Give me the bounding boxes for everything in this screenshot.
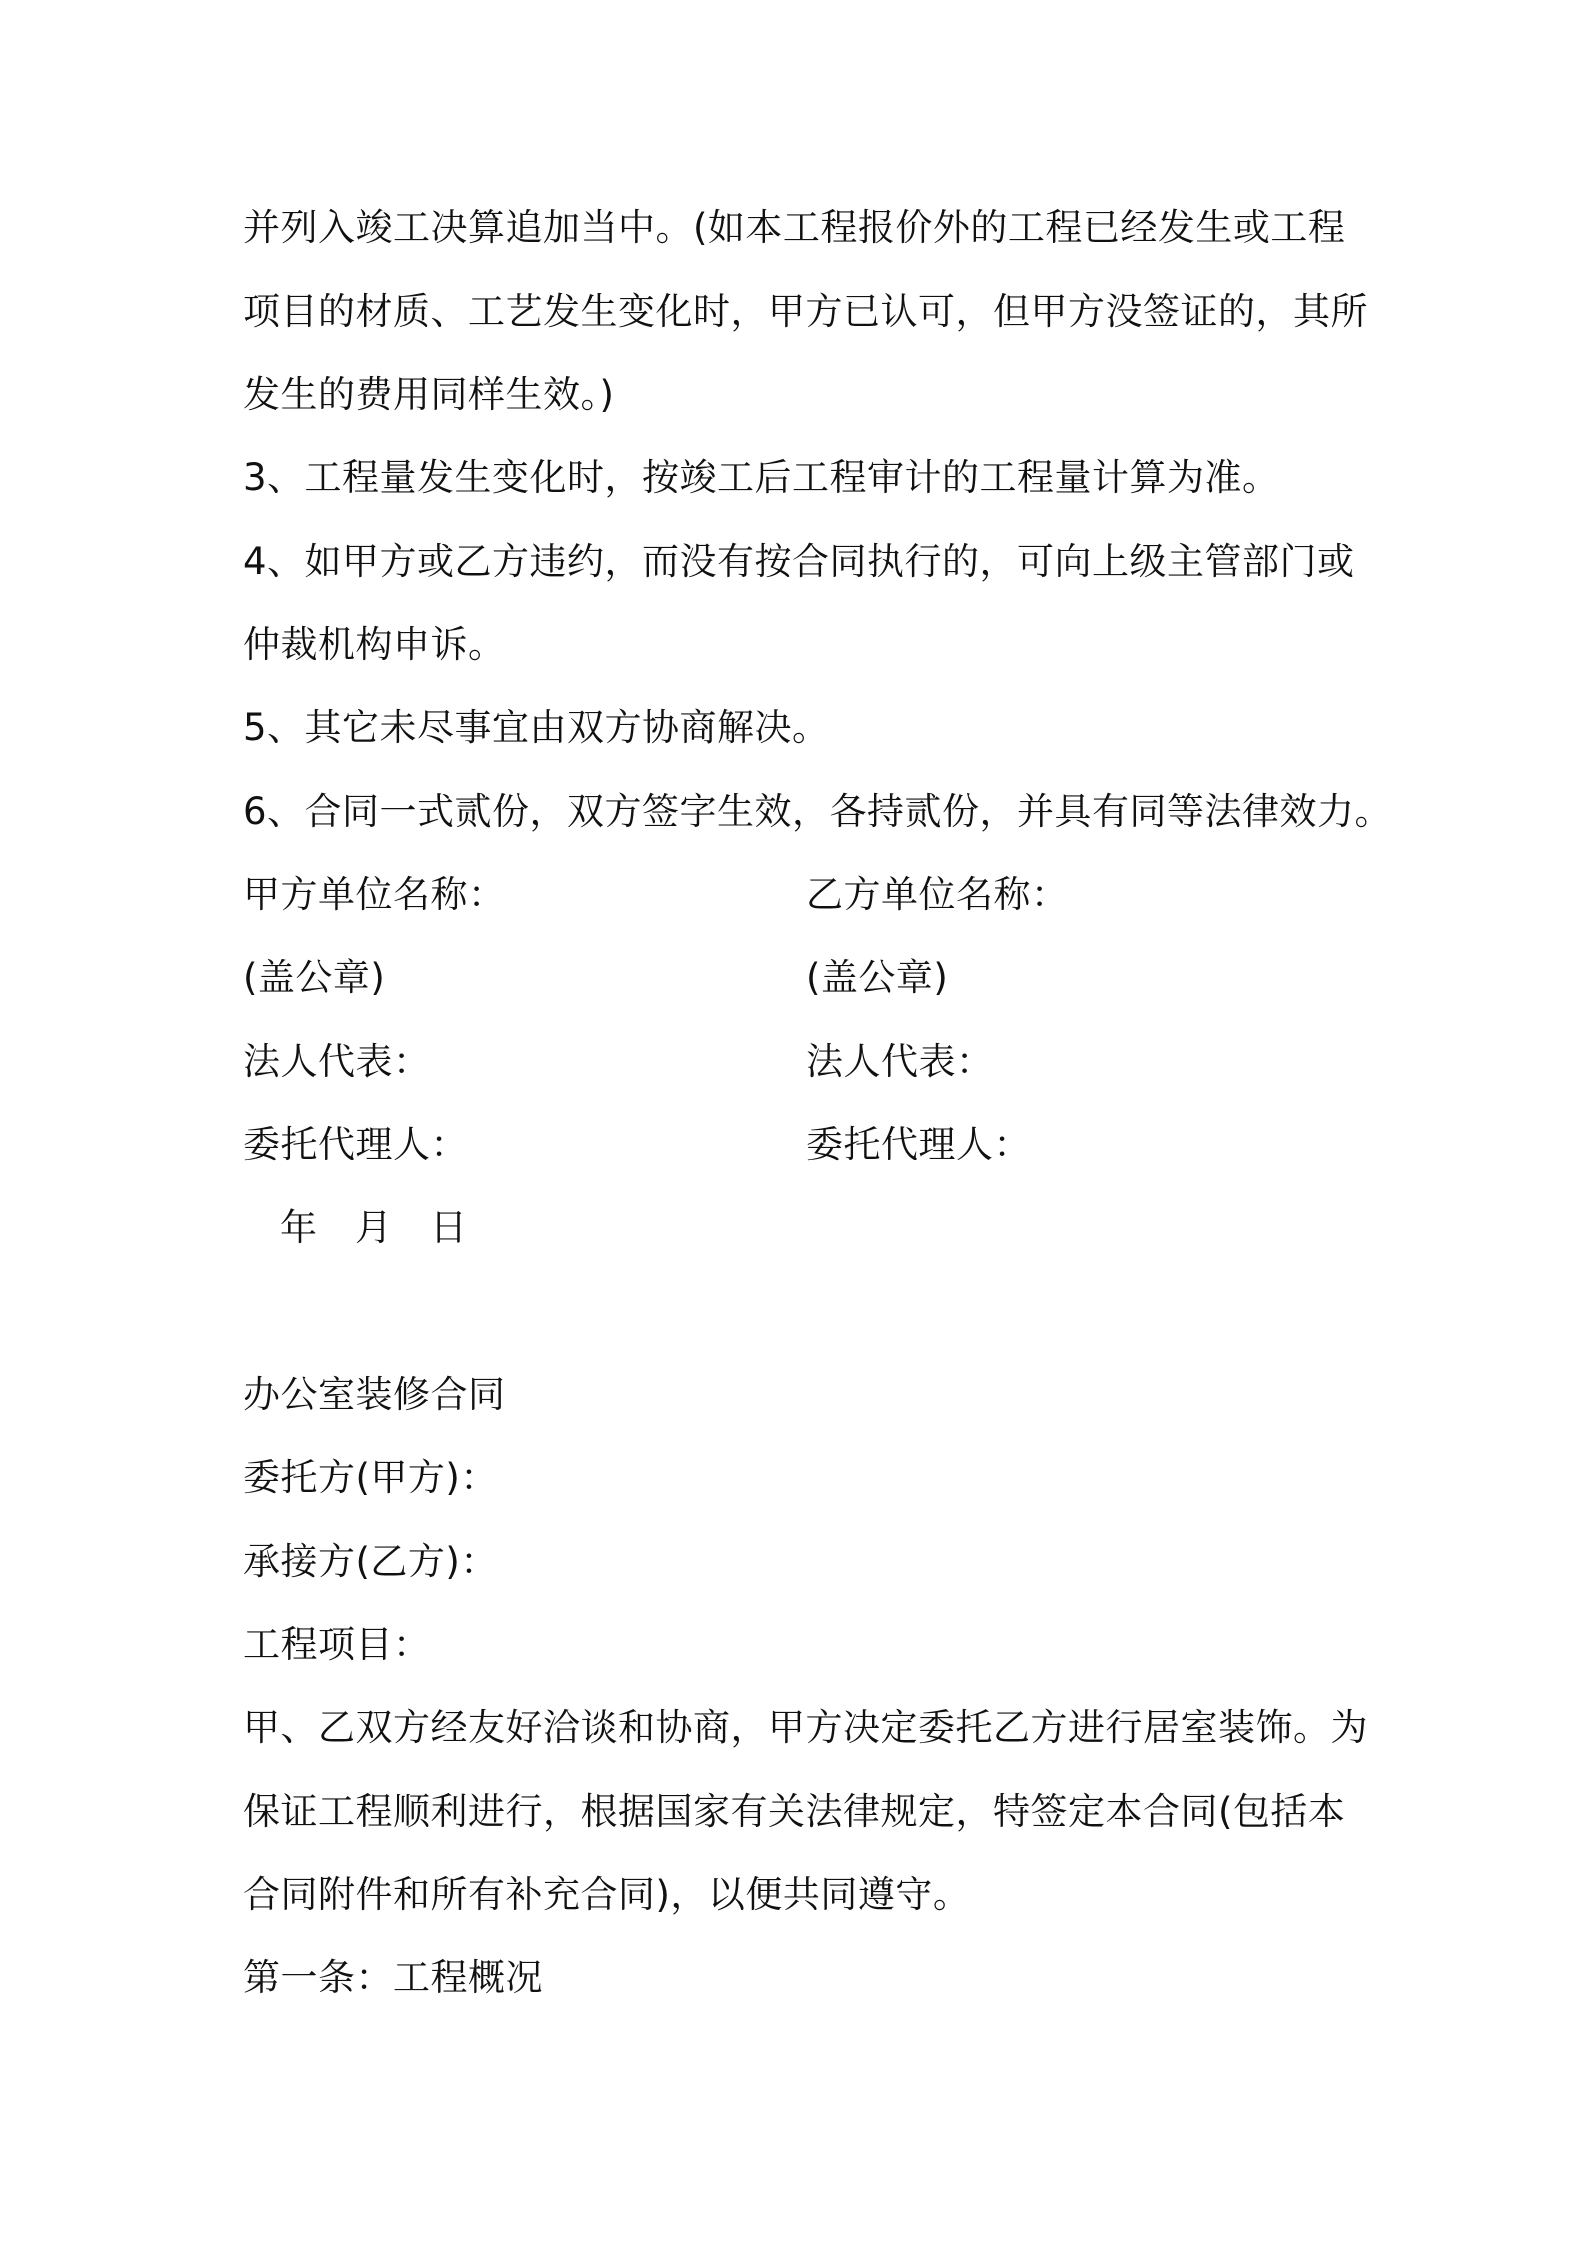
clause-6: 6、合同一式贰份，双方签字生效，各持贰份，并具有同等法律效力。 xyxy=(243,790,1393,833)
party-a-seal: (盖公章) xyxy=(243,956,386,999)
article-1-heading: 第一条：工程概况 xyxy=(243,1956,543,1999)
clause-3: 3、工程量发生变化时，按竣工后工程审计的工程量计算为准。 xyxy=(243,456,1280,499)
clause-4-line-1: 4、如甲方或乙方违约，而没有按合同执行的，可向上级主管部门或 xyxy=(243,540,1355,583)
party-b-seal: (盖公章) xyxy=(806,956,949,999)
party-b-rep-label: 法人代表： xyxy=(806,1040,994,1083)
signature-date: 年 月 日 xyxy=(280,1206,468,1249)
clause-5: 5、其它未尽事宜由双方协商解决。 xyxy=(243,706,830,749)
preamble-line-1: 甲、乙双方经友好洽谈和协商，甲方决定委托乙方进行居室装饰。为 xyxy=(243,1706,1368,1749)
party-b-name-label: 乙方单位名称： xyxy=(806,873,1069,916)
contractor-label: 承接方(乙方)： xyxy=(243,1540,498,1583)
party-a-agent-label: 委托代理人： xyxy=(243,1123,468,1166)
party-b-agent-label: 委托代理人： xyxy=(806,1123,1031,1166)
clause-4-line-2: 仲裁机构申诉。 xyxy=(243,623,506,666)
preamble-line-3: 合同附件和所有补充合同)，以便共同遵守。 xyxy=(243,1873,971,1916)
party-a-rep-label: 法人代表： xyxy=(243,1040,431,1083)
preamble-line-2: 保证工程顺利进行，根据国家有关法律规定，特签定本合同(包括本 xyxy=(243,1790,1346,1833)
intro-line-1: 并列入竣工决算追加当中。(如本工程报价外的工程已经发生或工程 xyxy=(243,206,1346,249)
intro-line-3: 发生的费用同样生效。) xyxy=(243,373,615,416)
party-a-name-label: 甲方单位名称： xyxy=(243,873,506,916)
project-label: 工程项目： xyxy=(243,1623,431,1666)
intro-line-2: 项目的材质、工艺发生变化时，甲方已认可，但甲方没签证的，其所 xyxy=(243,290,1368,333)
client-label: 委托方(甲方)： xyxy=(243,1456,498,1499)
contract-title: 办公室装修合同 xyxy=(243,1373,506,1416)
